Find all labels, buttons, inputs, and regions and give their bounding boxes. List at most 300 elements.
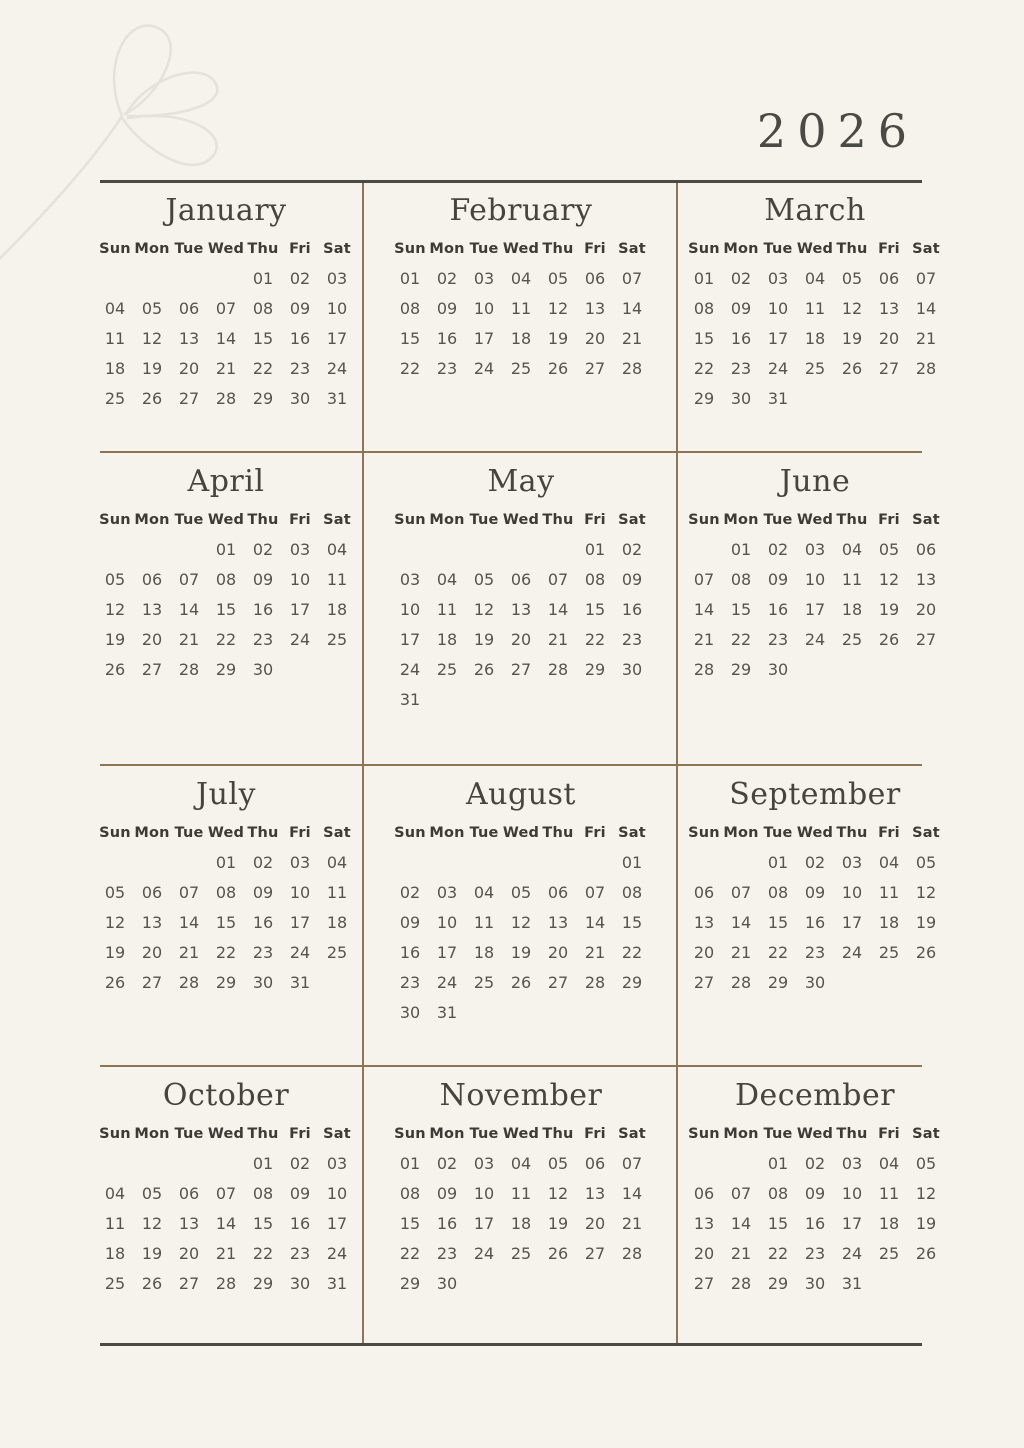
- date-cell: 17: [289, 599, 311, 619]
- flower-petal-right: [126, 73, 217, 117]
- date-cell-empty: [723, 1149, 760, 1179]
- weekday-label: Mon: [429, 511, 465, 528]
- date-cell-empty: [686, 848, 723, 878]
- date-cell: 02: [289, 1153, 311, 1173]
- date-cell: 19: [104, 629, 126, 649]
- weekday-header-row: [364, 507, 678, 533]
- weekday-label: Fri: [289, 511, 311, 528]
- month-march: [678, 181, 952, 452]
- flower-petal-top: [114, 26, 171, 116]
- date-cell: 26: [141, 388, 163, 408]
- date-cell: 12: [473, 599, 495, 619]
- date-cell: 18: [878, 1213, 900, 1233]
- weekday-label: Fri: [878, 824, 900, 841]
- weekday-label: Tue: [469, 1125, 499, 1142]
- date-cell: 22: [399, 358, 421, 378]
- date-cell: 13: [178, 328, 200, 348]
- date-cell: 18: [326, 912, 348, 932]
- date-cell: 17: [326, 328, 348, 348]
- date-cell-empty: [723, 848, 760, 878]
- date-cell: 19: [915, 912, 937, 932]
- date-cell: 02: [730, 268, 752, 288]
- date-cell-empty: [503, 848, 540, 878]
- date-cell: 22: [215, 629, 237, 649]
- date-grid: [678, 264, 952, 414]
- date-cell: 24: [326, 1243, 348, 1263]
- date-cell: 09: [252, 882, 274, 902]
- weekday-label: Mon: [134, 511, 170, 528]
- date-cell: 08: [252, 1183, 274, 1203]
- date-cell: 13: [178, 1213, 200, 1233]
- month-title: July: [196, 777, 256, 812]
- weekday-label: Thu: [247, 511, 279, 528]
- date-cell: 24: [841, 1243, 863, 1263]
- weekday-label: Wed: [502, 824, 540, 841]
- date-cell: 08: [215, 569, 237, 589]
- date-cell: 18: [804, 328, 826, 348]
- date-cell: 07: [693, 569, 715, 589]
- date-cell: 01: [215, 852, 237, 872]
- weekday-label: Sun: [688, 240, 720, 257]
- date-cell: 21: [215, 358, 237, 378]
- date-cell: 28: [547, 659, 569, 679]
- date-cell: 01: [730, 539, 752, 559]
- weekday-label: Sat: [323, 240, 351, 257]
- date-cell-empty: [466, 685, 503, 715]
- date-cell: 10: [473, 298, 495, 318]
- month-title: May: [487, 464, 555, 499]
- date-cell-empty: [614, 685, 651, 715]
- date-cell: 18: [436, 629, 458, 649]
- date-cell: 10: [399, 599, 421, 619]
- date-cell: 23: [436, 1243, 458, 1263]
- date-cell: 23: [621, 629, 643, 649]
- weekday-label: Mon: [134, 824, 170, 841]
- date-cell: 19: [141, 358, 163, 378]
- date-cell: 15: [584, 599, 606, 619]
- weekday-label: Sun: [394, 511, 426, 528]
- date-cell: 12: [915, 882, 937, 902]
- date-cell-empty: [871, 1269, 908, 1299]
- date-cell: 26: [104, 972, 126, 992]
- month-title: March: [764, 193, 866, 228]
- date-cell: 10: [436, 912, 458, 932]
- date-cell: 01: [584, 539, 606, 559]
- weekday-label: Wed: [502, 1125, 540, 1142]
- weekday-label: Wed: [502, 240, 540, 257]
- weekday-label: Wed: [207, 240, 245, 257]
- month-title: April: [187, 464, 265, 499]
- date-cell: 04: [104, 298, 126, 318]
- date-cell-empty: [834, 968, 871, 998]
- date-cell: 25: [473, 972, 495, 992]
- date-cell-empty: [282, 655, 319, 685]
- date-cell: 01: [693, 268, 715, 288]
- date-cell: 14: [621, 1183, 643, 1203]
- weekday-label: Fri: [584, 240, 606, 257]
- date-cell: 07: [621, 268, 643, 288]
- date-cell: 31: [326, 388, 348, 408]
- month-title: February: [449, 193, 593, 228]
- date-cell-empty: [834, 384, 871, 414]
- date-cell: 08: [584, 569, 606, 589]
- date-cell: 11: [804, 298, 826, 318]
- date-cell: 22: [767, 1243, 789, 1263]
- date-cell: 05: [547, 1153, 569, 1173]
- date-cell: 03: [326, 1153, 348, 1173]
- date-cell: 30: [730, 388, 752, 408]
- date-cell: 14: [547, 599, 569, 619]
- date-cell: 18: [473, 942, 495, 962]
- date-cell: 28: [730, 1273, 752, 1293]
- date-cell: 05: [141, 1183, 163, 1203]
- date-cell: 31: [841, 1273, 863, 1293]
- date-cell: 17: [804, 599, 826, 619]
- weekday-label: Tue: [174, 824, 204, 841]
- date-cell: 16: [767, 599, 789, 619]
- date-cell-empty: [577, 998, 614, 1028]
- date-cell: 22: [693, 358, 715, 378]
- date-cell-empty: [171, 1149, 208, 1179]
- date-cell: 24: [436, 972, 458, 992]
- date-cell: 04: [510, 1153, 532, 1173]
- weekday-header-row: [364, 236, 678, 262]
- date-cell: 29: [399, 1273, 421, 1293]
- date-cell-empty: [466, 1269, 503, 1299]
- weekday-label: Tue: [763, 824, 793, 841]
- date-cell-empty: [466, 848, 503, 878]
- date-cell: 19: [473, 629, 495, 649]
- weekday-label: Sat: [618, 824, 646, 841]
- date-cell: 16: [804, 1213, 826, 1233]
- date-cell: 25: [841, 629, 863, 649]
- weekday-label: Fri: [878, 511, 900, 528]
- date-cell: 22: [252, 1243, 274, 1263]
- date-cell: 11: [510, 1183, 532, 1203]
- weekday-label: Sun: [688, 511, 720, 528]
- month-title: November: [439, 1078, 603, 1113]
- date-cell: 26: [841, 358, 863, 378]
- date-cell: 17: [399, 629, 421, 649]
- weekday-label: Thu: [247, 824, 279, 841]
- date-cell: 10: [326, 298, 348, 318]
- date-cell: 21: [215, 1243, 237, 1263]
- weekday-label: Sat: [912, 824, 940, 841]
- date-cell: 22: [215, 942, 237, 962]
- date-cell: 07: [178, 569, 200, 589]
- date-cell: 28: [178, 972, 200, 992]
- date-cell: 11: [841, 569, 863, 589]
- weekday-label: Tue: [174, 1125, 204, 1142]
- date-cell: 19: [915, 1213, 937, 1233]
- weekday-label: Wed: [796, 824, 834, 841]
- date-cell: 03: [841, 852, 863, 872]
- date-cell: 07: [178, 882, 200, 902]
- date-cell: 01: [767, 1153, 789, 1173]
- month-september: [678, 765, 952, 1066]
- date-cell: 12: [915, 1183, 937, 1203]
- date-cell-empty: [171, 535, 208, 565]
- month-december: [678, 1066, 952, 1345]
- date-cell-empty: [171, 264, 208, 294]
- date-cell: 04: [326, 539, 348, 559]
- date-cell: 27: [178, 1273, 200, 1293]
- weekday-label: Sun: [99, 511, 131, 528]
- month-title: December: [734, 1078, 896, 1113]
- date-cell: 23: [767, 629, 789, 649]
- date-cell: 05: [104, 569, 126, 589]
- date-cell: 01: [252, 268, 274, 288]
- date-cell: 27: [547, 972, 569, 992]
- weekday-label: Sun: [688, 1125, 720, 1142]
- date-cell-empty: [503, 535, 540, 565]
- date-cell: 29: [767, 1273, 789, 1293]
- weekday-label: Sun: [688, 824, 720, 841]
- month-november: [364, 1066, 678, 1345]
- date-cell: 04: [804, 268, 826, 288]
- date-cell: 13: [141, 912, 163, 932]
- date-cell: 22: [767, 942, 789, 962]
- weekday-header-row: [364, 1121, 678, 1147]
- date-cell: 25: [878, 942, 900, 962]
- date-cell-empty: [429, 685, 466, 715]
- date-cell: 09: [621, 569, 643, 589]
- date-cell: 19: [547, 328, 569, 348]
- month-february: [364, 181, 678, 452]
- date-cell: 04: [104, 1183, 126, 1203]
- date-cell-empty: [797, 384, 834, 414]
- date-cell: 12: [547, 298, 569, 318]
- date-cell: 15: [399, 328, 421, 348]
- date-cell-empty: [908, 1269, 945, 1299]
- date-cell: 24: [804, 629, 826, 649]
- date-cell: 23: [252, 942, 274, 962]
- date-cell: 24: [399, 659, 421, 679]
- date-grid: [364, 1149, 678, 1299]
- date-cell: 18: [510, 1213, 532, 1233]
- date-cell: 16: [289, 328, 311, 348]
- date-cell: 03: [289, 852, 311, 872]
- weekday-label: Tue: [763, 1125, 793, 1142]
- date-cell: 09: [252, 569, 274, 589]
- date-cell: 09: [289, 298, 311, 318]
- date-cell: 29: [584, 659, 606, 679]
- date-cell: 14: [178, 599, 200, 619]
- date-cell-empty: [97, 535, 134, 565]
- date-cell: 08: [215, 882, 237, 902]
- date-cell: 12: [104, 599, 126, 619]
- date-cell: 19: [510, 942, 532, 962]
- date-cell: 15: [693, 328, 715, 348]
- date-cell: 10: [841, 1183, 863, 1203]
- date-cell: 29: [215, 659, 237, 679]
- date-cell: 25: [104, 388, 126, 408]
- date-cell: 30: [289, 388, 311, 408]
- date-cell: 31: [767, 388, 789, 408]
- date-cell: 15: [730, 599, 752, 619]
- date-cell-empty: [908, 655, 945, 685]
- date-cell: 18: [878, 912, 900, 932]
- weekday-label: Tue: [469, 240, 499, 257]
- date-cell: 02: [804, 852, 826, 872]
- date-cell: 03: [399, 569, 421, 589]
- date-cell: 01: [767, 852, 789, 872]
- date-cell: 01: [399, 268, 421, 288]
- date-cell: 27: [693, 1273, 715, 1293]
- date-cell: 11: [878, 1183, 900, 1203]
- date-cell-empty: [503, 685, 540, 715]
- date-cell: 31: [436, 1002, 458, 1022]
- month-april: [88, 452, 364, 765]
- date-cell: 30: [399, 1002, 421, 1022]
- date-cell: 26: [915, 1243, 937, 1263]
- date-cell: 18: [104, 1243, 126, 1263]
- date-cell: 02: [252, 852, 274, 872]
- month-august: [364, 765, 678, 1066]
- date-cell: 11: [326, 569, 348, 589]
- weekday-label: Tue: [469, 511, 499, 528]
- weekday-label: Fri: [289, 824, 311, 841]
- date-cell: 01: [399, 1153, 421, 1173]
- date-cell: 28: [621, 358, 643, 378]
- date-cell: 04: [878, 1153, 900, 1173]
- date-cell: 16: [730, 328, 752, 348]
- date-cell: 25: [878, 1243, 900, 1263]
- date-cell: 27: [178, 388, 200, 408]
- date-cell: 10: [326, 1183, 348, 1203]
- date-cell-empty: [686, 1149, 723, 1179]
- date-cell: 13: [584, 298, 606, 318]
- date-cell: 28: [215, 388, 237, 408]
- date-cell-empty: [871, 655, 908, 685]
- date-cell: 14: [215, 328, 237, 348]
- month-july: [88, 765, 364, 1066]
- date-cell-empty: [686, 535, 723, 565]
- date-cell: 23: [289, 1243, 311, 1263]
- weekday-label: Sun: [99, 240, 131, 257]
- date-cell: 04: [510, 268, 532, 288]
- date-cell: 24: [841, 942, 863, 962]
- weekday-label: Tue: [763, 240, 793, 257]
- date-cell: 08: [767, 1183, 789, 1203]
- date-cell-empty: [392, 535, 429, 565]
- date-cell: 09: [767, 569, 789, 589]
- month-june: [678, 452, 952, 765]
- date-cell: 04: [473, 882, 495, 902]
- date-cell: 11: [436, 599, 458, 619]
- date-cell: 13: [584, 1183, 606, 1203]
- weekday-label: Tue: [174, 511, 204, 528]
- date-grid: [88, 264, 364, 414]
- date-cell: 02: [289, 268, 311, 288]
- date-cell: 17: [841, 1213, 863, 1233]
- flower-petal-bottom: [123, 116, 217, 165]
- date-cell: 06: [693, 882, 715, 902]
- date-cell: 03: [436, 882, 458, 902]
- date-cell-empty: [797, 655, 834, 685]
- date-cell-empty: [97, 1149, 134, 1179]
- weekday-label: Sat: [323, 1125, 351, 1142]
- date-cell: 12: [141, 1213, 163, 1233]
- date-cell: 03: [804, 539, 826, 559]
- weekday-label: Fri: [878, 1125, 900, 1142]
- date-cell: 22: [621, 942, 643, 962]
- date-cell: 06: [693, 1183, 715, 1203]
- date-cell: 23: [252, 629, 274, 649]
- date-cell: 06: [584, 268, 606, 288]
- date-cell: 05: [841, 268, 863, 288]
- date-cell-empty: [466, 535, 503, 565]
- date-cell-empty: [319, 655, 356, 685]
- date-cell: 08: [730, 569, 752, 589]
- weekday-header-row: [88, 820, 364, 846]
- date-cell: 23: [730, 358, 752, 378]
- date-cell: 07: [621, 1153, 643, 1173]
- date-cell: 09: [436, 1183, 458, 1203]
- weekday-label: Thu: [247, 1125, 279, 1142]
- date-cell-empty: [208, 1149, 245, 1179]
- date-cell: 08: [767, 882, 789, 902]
- month-october: [88, 1066, 364, 1345]
- weekday-label: Sat: [323, 511, 351, 528]
- date-cell: 20: [141, 942, 163, 962]
- month-january: [88, 181, 364, 452]
- date-cell: 03: [841, 1153, 863, 1173]
- date-cell: 15: [252, 1213, 274, 1233]
- date-cell: 05: [915, 852, 937, 872]
- date-cell: 24: [326, 358, 348, 378]
- date-cell: 17: [473, 1213, 495, 1233]
- date-cell-empty: [540, 848, 577, 878]
- date-cell-empty: [429, 848, 466, 878]
- date-cell: 04: [878, 852, 900, 872]
- months-grid: [88, 181, 952, 1345]
- date-cell-empty: [208, 264, 245, 294]
- date-cell-empty: [319, 968, 356, 998]
- date-cell-empty: [134, 848, 171, 878]
- date-cell: 20: [915, 599, 937, 619]
- date-cell: 20: [693, 1243, 715, 1263]
- date-cell: 27: [584, 1243, 606, 1263]
- weekday-header-row: [678, 1121, 952, 1147]
- weekday-label: Sat: [323, 824, 351, 841]
- weekday-label: Mon: [723, 511, 759, 528]
- date-cell: 12: [141, 328, 163, 348]
- weekday-label: Wed: [207, 511, 245, 528]
- date-cell: 29: [215, 972, 237, 992]
- weekday-header-row: [88, 236, 364, 262]
- date-cell: 26: [878, 629, 900, 649]
- date-cell: 24: [289, 629, 311, 649]
- date-cell: 15: [621, 912, 643, 932]
- weekday-label: Tue: [174, 240, 204, 257]
- weekday-label: Sun: [394, 824, 426, 841]
- date-cell: 29: [621, 972, 643, 992]
- date-cell: 26: [547, 358, 569, 378]
- date-cell: 18: [841, 599, 863, 619]
- date-cell: 13: [547, 912, 569, 932]
- date-cell: 25: [436, 659, 458, 679]
- weekday-label: Fri: [878, 240, 900, 257]
- date-cell: 14: [215, 1213, 237, 1233]
- weekday-label: Wed: [796, 511, 834, 528]
- date-cell: 20: [547, 942, 569, 962]
- month-title: August: [466, 777, 576, 812]
- date-cell: 15: [399, 1213, 421, 1233]
- date-grid: [88, 535, 364, 685]
- date-cell: 05: [473, 569, 495, 589]
- date-cell: 21: [178, 942, 200, 962]
